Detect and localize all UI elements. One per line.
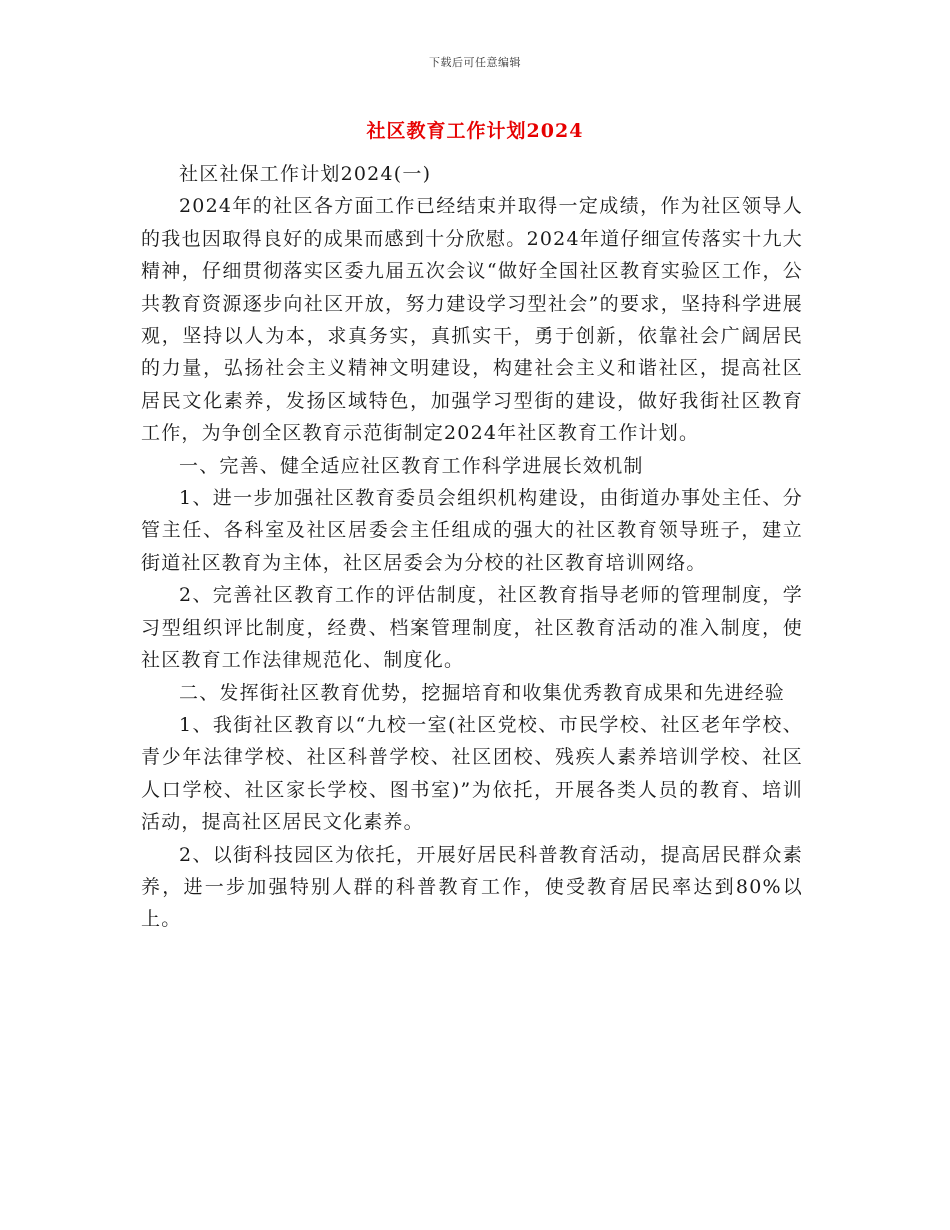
paragraph-item: 1、我街社区教育以“九校一室(社区党校、市民学校、社区老年学校、青少年法律学校、社区科普学校、社区团校、残疾人素养培训学校、社区人口学校、社区家长学校、图书室)”为依托，开展各类人员的教育、培训活动，提高社区居民文化素养。 xyxy=(141,713,803,834)
paragraph-subtitle: 社区社保工作计划2024(一) xyxy=(179,163,432,185)
paragraph-item: 1、进一步加强社区教育委员会组织机构建设，由街道办事处主任、分管主任、各科室及社区居委会主任组成的强大的社区教育领导班子，建立街道社区教育为主体，社区居委会为分校的社区教育培训网络。 xyxy=(141,487,803,574)
page-header-note: 下载后可任意编辑 xyxy=(429,56,521,69)
section-heading-1: 一、完善、健全适应社区教育工作科学进展长效机制 xyxy=(179,454,644,477)
document-body xyxy=(141,158,803,936)
section-heading-2: 二、发挥街社区教育优势，挖掘培育和收集优秀教育成果和先进经验 xyxy=(179,681,786,704)
paragraph-intro: 2024年的社区各方面工作已经结束并取得一定成绩，作为社区领导人的我也因取得良好的成果而感到十分欣慰。2024年道仔细宣传落实十九大精神，仔细贯彻落实区委九届五次会议“做好全国社区教育实验区工作，公共教育资源逐步向社区开放，努力建设学习型社会”的要求，坚持科学进展观，坚持以人为本，求真务实，真抓实干，勇于创新，依靠社会广阔居民的力量，弘扬社会主义精神文明建设，构建社会主义和谐社区，提高社区居民文化素养，发扬区域特色，加强学习型街的建设，做好我街社区教育工作，为争创全区教育示范街制定2024年社区教育工作计划。 xyxy=(141,195,803,445)
document-title: 社区教育工作计划2024 xyxy=(366,120,584,142)
paragraph-item: 2、以街科技园区为依托，开展好居民科普教育活动，提高居民群众素养，进一步加强特别人群的科普教育工作，使受教育居民率达到80%以上。 xyxy=(141,843,803,931)
paragraph-item: 2、完善社区教育工作的评估制度，社区教育指导老师的管理制度，学习型组织评比制度，经费、档案管理制度，社区教育活动的准入制度，使社区教育工作法律规范化、制度化。 xyxy=(141,584,803,672)
